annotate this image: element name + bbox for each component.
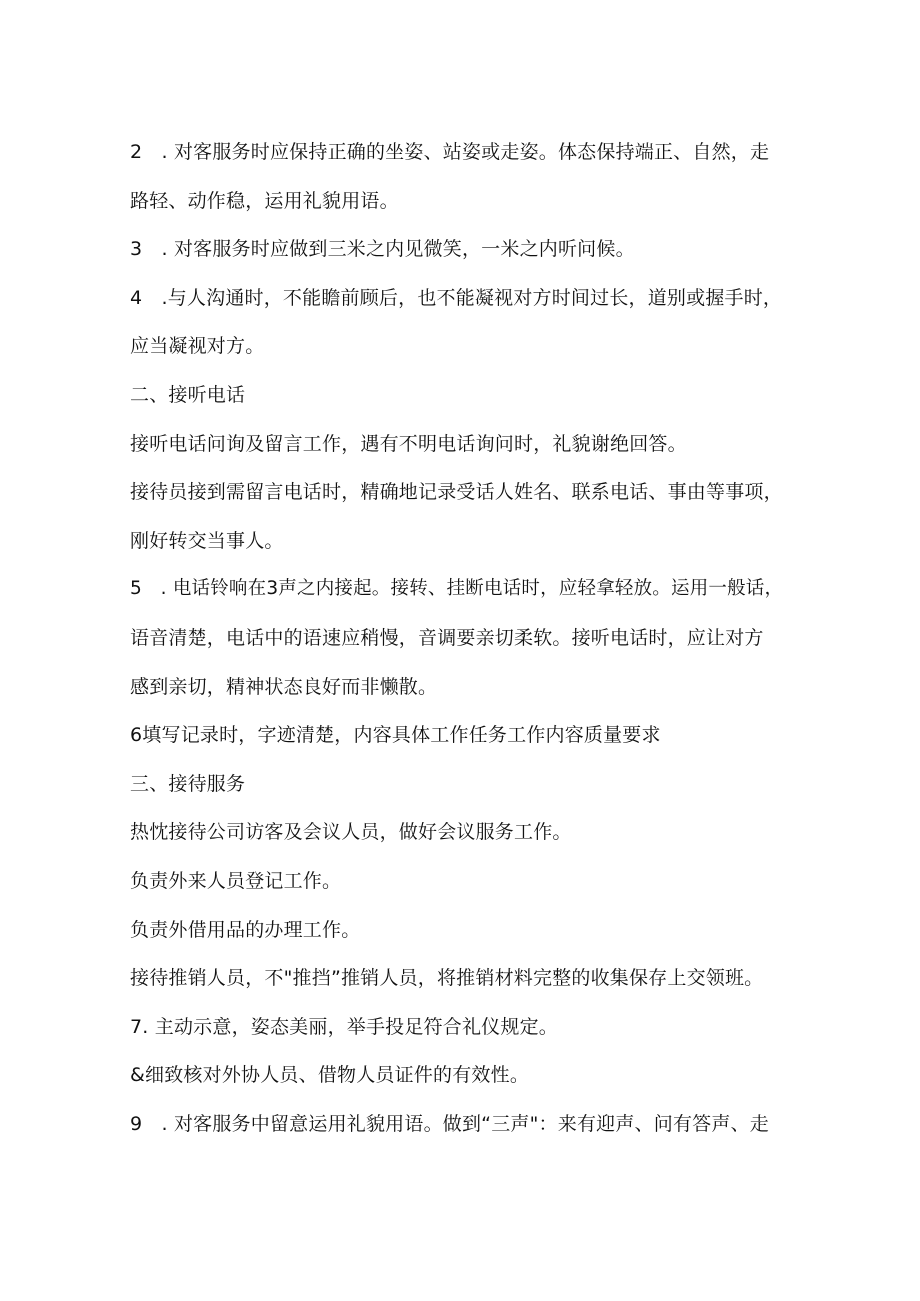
text-line: 应当凝视对方。 bbox=[130, 335, 265, 358]
text-line: 6填写记录时，字迹清楚，内容具体工作任务工作内容质量要求 bbox=[130, 724, 661, 747]
text-line: 4 .与人沟通时，不能瞻前顾后，也不能凝视对方时间过长，道别或握手时， bbox=[130, 286, 783, 309]
text-line: 接待推销人员，不"推挡”推销人员，将推销材料完整的收集保存上交领班。 bbox=[130, 967, 764, 990]
text-line: 7. 主动示意，姿态美丽，举手投足符合礼仪规定。 bbox=[130, 1015, 558, 1038]
text-line: 接待员接到需留言电话时，精确地记录受话人姓名、联系电话、事由等事项， bbox=[130, 481, 783, 504]
text-line: 负责外来人员登记工作。 bbox=[130, 869, 342, 892]
text-line: 刚好转交当事人。 bbox=[130, 529, 284, 552]
text-line: 负责外借用品的办理工作。 bbox=[130, 918, 361, 941]
text-line: 感到亲切，精神状态良好而非懒散。 bbox=[130, 675, 438, 698]
document-body bbox=[130, 136, 800, 1156]
text-line: 9 . 对客服务中留意运用礼貌用语。做到“三声"：来有迎声、问有答声、走 bbox=[130, 1112, 769, 1135]
section-heading: 二、接听电话 bbox=[130, 383, 246, 406]
text-line: 3 . 对客服务时应做到三米之内见微笑，一米之内听问候。 bbox=[130, 238, 635, 261]
text-line: 热忱接待公司访客及会议人员，做好会议服务工作。 bbox=[130, 821, 572, 844]
text-line: 2 . 对客服务时应保持正确的坐姿、站姿或走姿。体态保持端正、自然，走 bbox=[130, 141, 770, 163]
text-line: 路轻、动作稳，运用礼貌用语。 bbox=[130, 189, 399, 212]
text-line: 语音清楚，电话中的语速应稍慢，音调要亲切柔软。接听电话时，应让对方 bbox=[130, 626, 764, 649]
text-line: 接听电话问询及留言工作，遇有不明电话询问时，礼貌谢绝回答。 bbox=[130, 432, 687, 455]
text-line: 5 . 电话铃响在3声之内接起。接转、挂断电话时，应轻拿轻放。运用一般话， bbox=[130, 578, 784, 600]
text-line: &细致核对外协人员、借物人员证件的有效性。 bbox=[130, 1064, 530, 1087]
section-heading: 三、接待服务 bbox=[130, 772, 246, 795]
